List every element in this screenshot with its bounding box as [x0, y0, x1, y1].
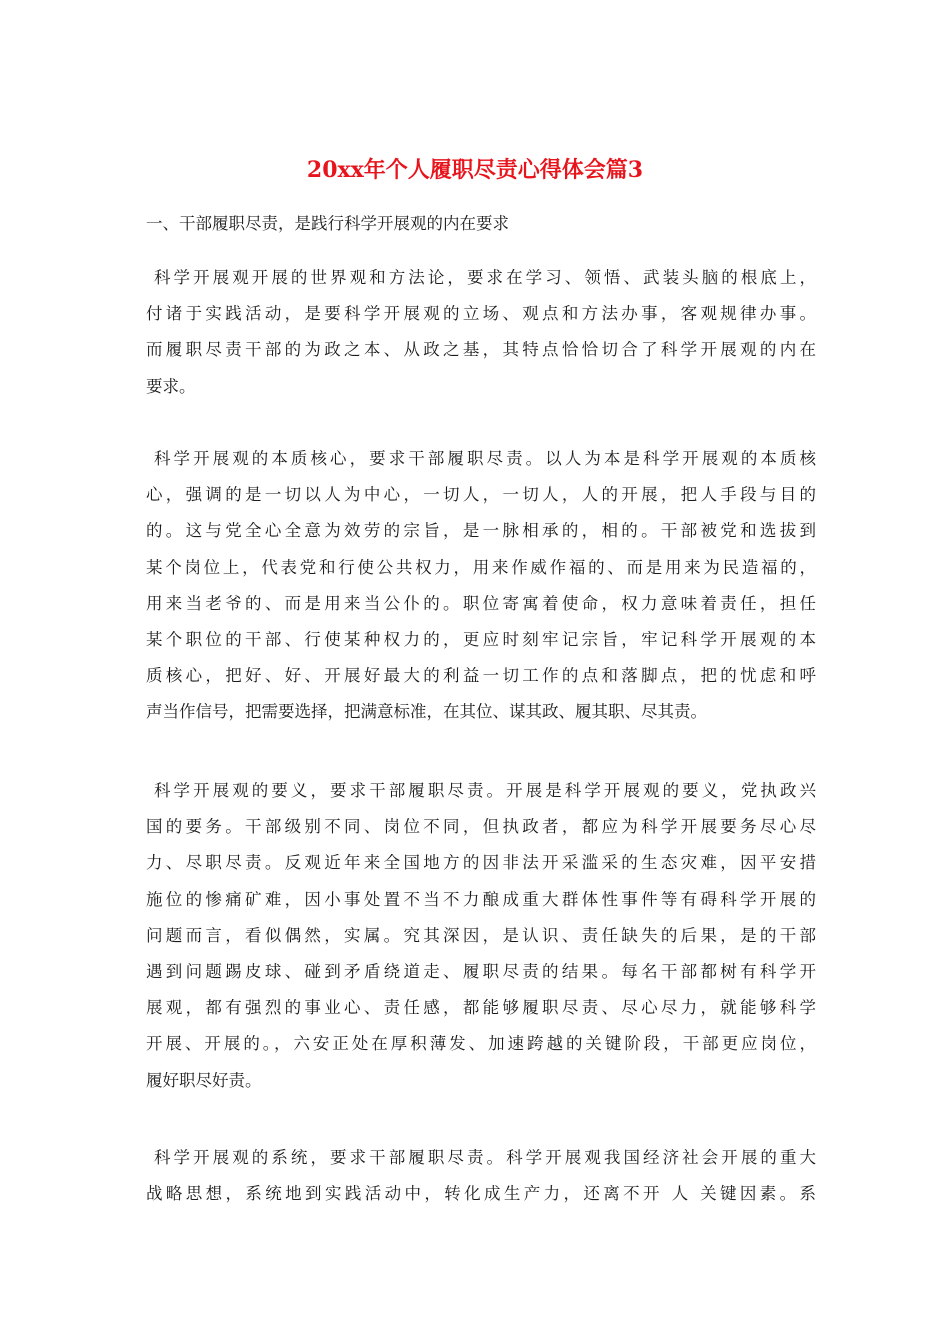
- paragraph-2: [146, 441, 816, 731]
- paragraph-line: 展观，都有强烈的事业心、责任感，都能够履职尽责、尽心尽力，就能够科学: [146, 998, 816, 1018]
- paragraph-line: 履好职尽好责。: [146, 1070, 262, 1090]
- paragraph-line: 用来当老爷的、而是用来当公仆的。职位寄寓着使命，权力意味着责任，担任: [146, 593, 816, 613]
- section-heading: 一、干部履职尽责，是践行科学开展观的内在要求: [146, 214, 509, 233]
- paragraph-line: 的。这与党全心全意为效劳的宗旨，是一脉相承的，相的。干部被党和选拔到: [146, 521, 816, 541]
- paragraph-4: [146, 1140, 816, 1212]
- paragraph-line: 要求。: [146, 376, 196, 396]
- paragraph-line: 科学开展观的本质核心，要求干部履职尽责。以人为本是科学开展观的本质核: [154, 449, 816, 468]
- paragraph-line: 问题而言，看似偶然，实属。究其深因，是认识、责任缺失的后果，是的干部: [146, 925, 816, 945]
- paragraph-line: 声当作信号，把需要选择，把满意标准，在其位、谋其政、履其职、尽其责。: [146, 702, 707, 722]
- paragraph-line: 付诸于实践活动，是要科学开展观的立场、观点和方法办事，客观规律办事。: [146, 304, 816, 324]
- paragraph-line: 力、尽职尽责。反观近年来全国地方的因非法开采滥采的生态灾难，因平安措: [146, 853, 816, 873]
- paragraph-line: 科学开展观的要义，要求干部履职尽责。开展是科学开展观的要义，党执政兴: [154, 781, 816, 800]
- paragraph-line: 而履职尽责干部的为政之本、从政之基，其特点恰恰切合了科学开展观的内在: [146, 340, 816, 360]
- paragraph-line: 质核心，把好、好、开展好最大的利益一切工作的点和落脚点，把的忧虑和呼: [146, 666, 816, 686]
- paragraph-line: 施位的惨痛矿难，因小事处置不当不力酿成重大群体性事件等有碍科学开展的: [146, 889, 816, 909]
- paragraph-line: 科学开展观的系统，要求干部履职尽责。科学开展观我国经济社会开展的重大: [154, 1148, 816, 1167]
- paragraph-line: 战略思想，系统地到实践活动中，转化成生产力，还离不开 人 关键因素。系: [146, 1184, 816, 1204]
- paragraph-line: 科学开展观开展的世界观和方法论，要求在学习、领悟、武装头脑的根底上，: [154, 268, 816, 287]
- document-title: 20xx年个人履职尽责心得体会篇3: [306, 157, 644, 183]
- paragraph-3: [146, 773, 816, 1099]
- paragraph-line: 开展、开展的。，六安正处在厚积薄发、加速跨越的关键阶段，干部更应岗位，: [146, 1034, 816, 1054]
- paragraph-line: 心，强调的是一切以人为中心，一切人，一切人，人的开展，把人手段与目的: [146, 485, 816, 505]
- paragraph-1: [146, 260, 816, 405]
- paragraph-line: 遇到问题踢皮球、碰到矛盾绕道走、履职尽责的结果。每名干部都树有科学开: [146, 962, 816, 982]
- paragraph-line: 国的要务。干部级别不同、岗位不同，但执政者，都应为科学开展要务尽心尽: [146, 817, 816, 837]
- paragraph-line: 某个岗位上，代表党和行使公共权力，用来作威作福的、而是用来为民造福的，: [146, 557, 816, 577]
- paragraph-line: 某个职位的干部、行使某种权力的，更应时刻牢记宗旨，牢记科学开展观的本: [146, 630, 816, 650]
